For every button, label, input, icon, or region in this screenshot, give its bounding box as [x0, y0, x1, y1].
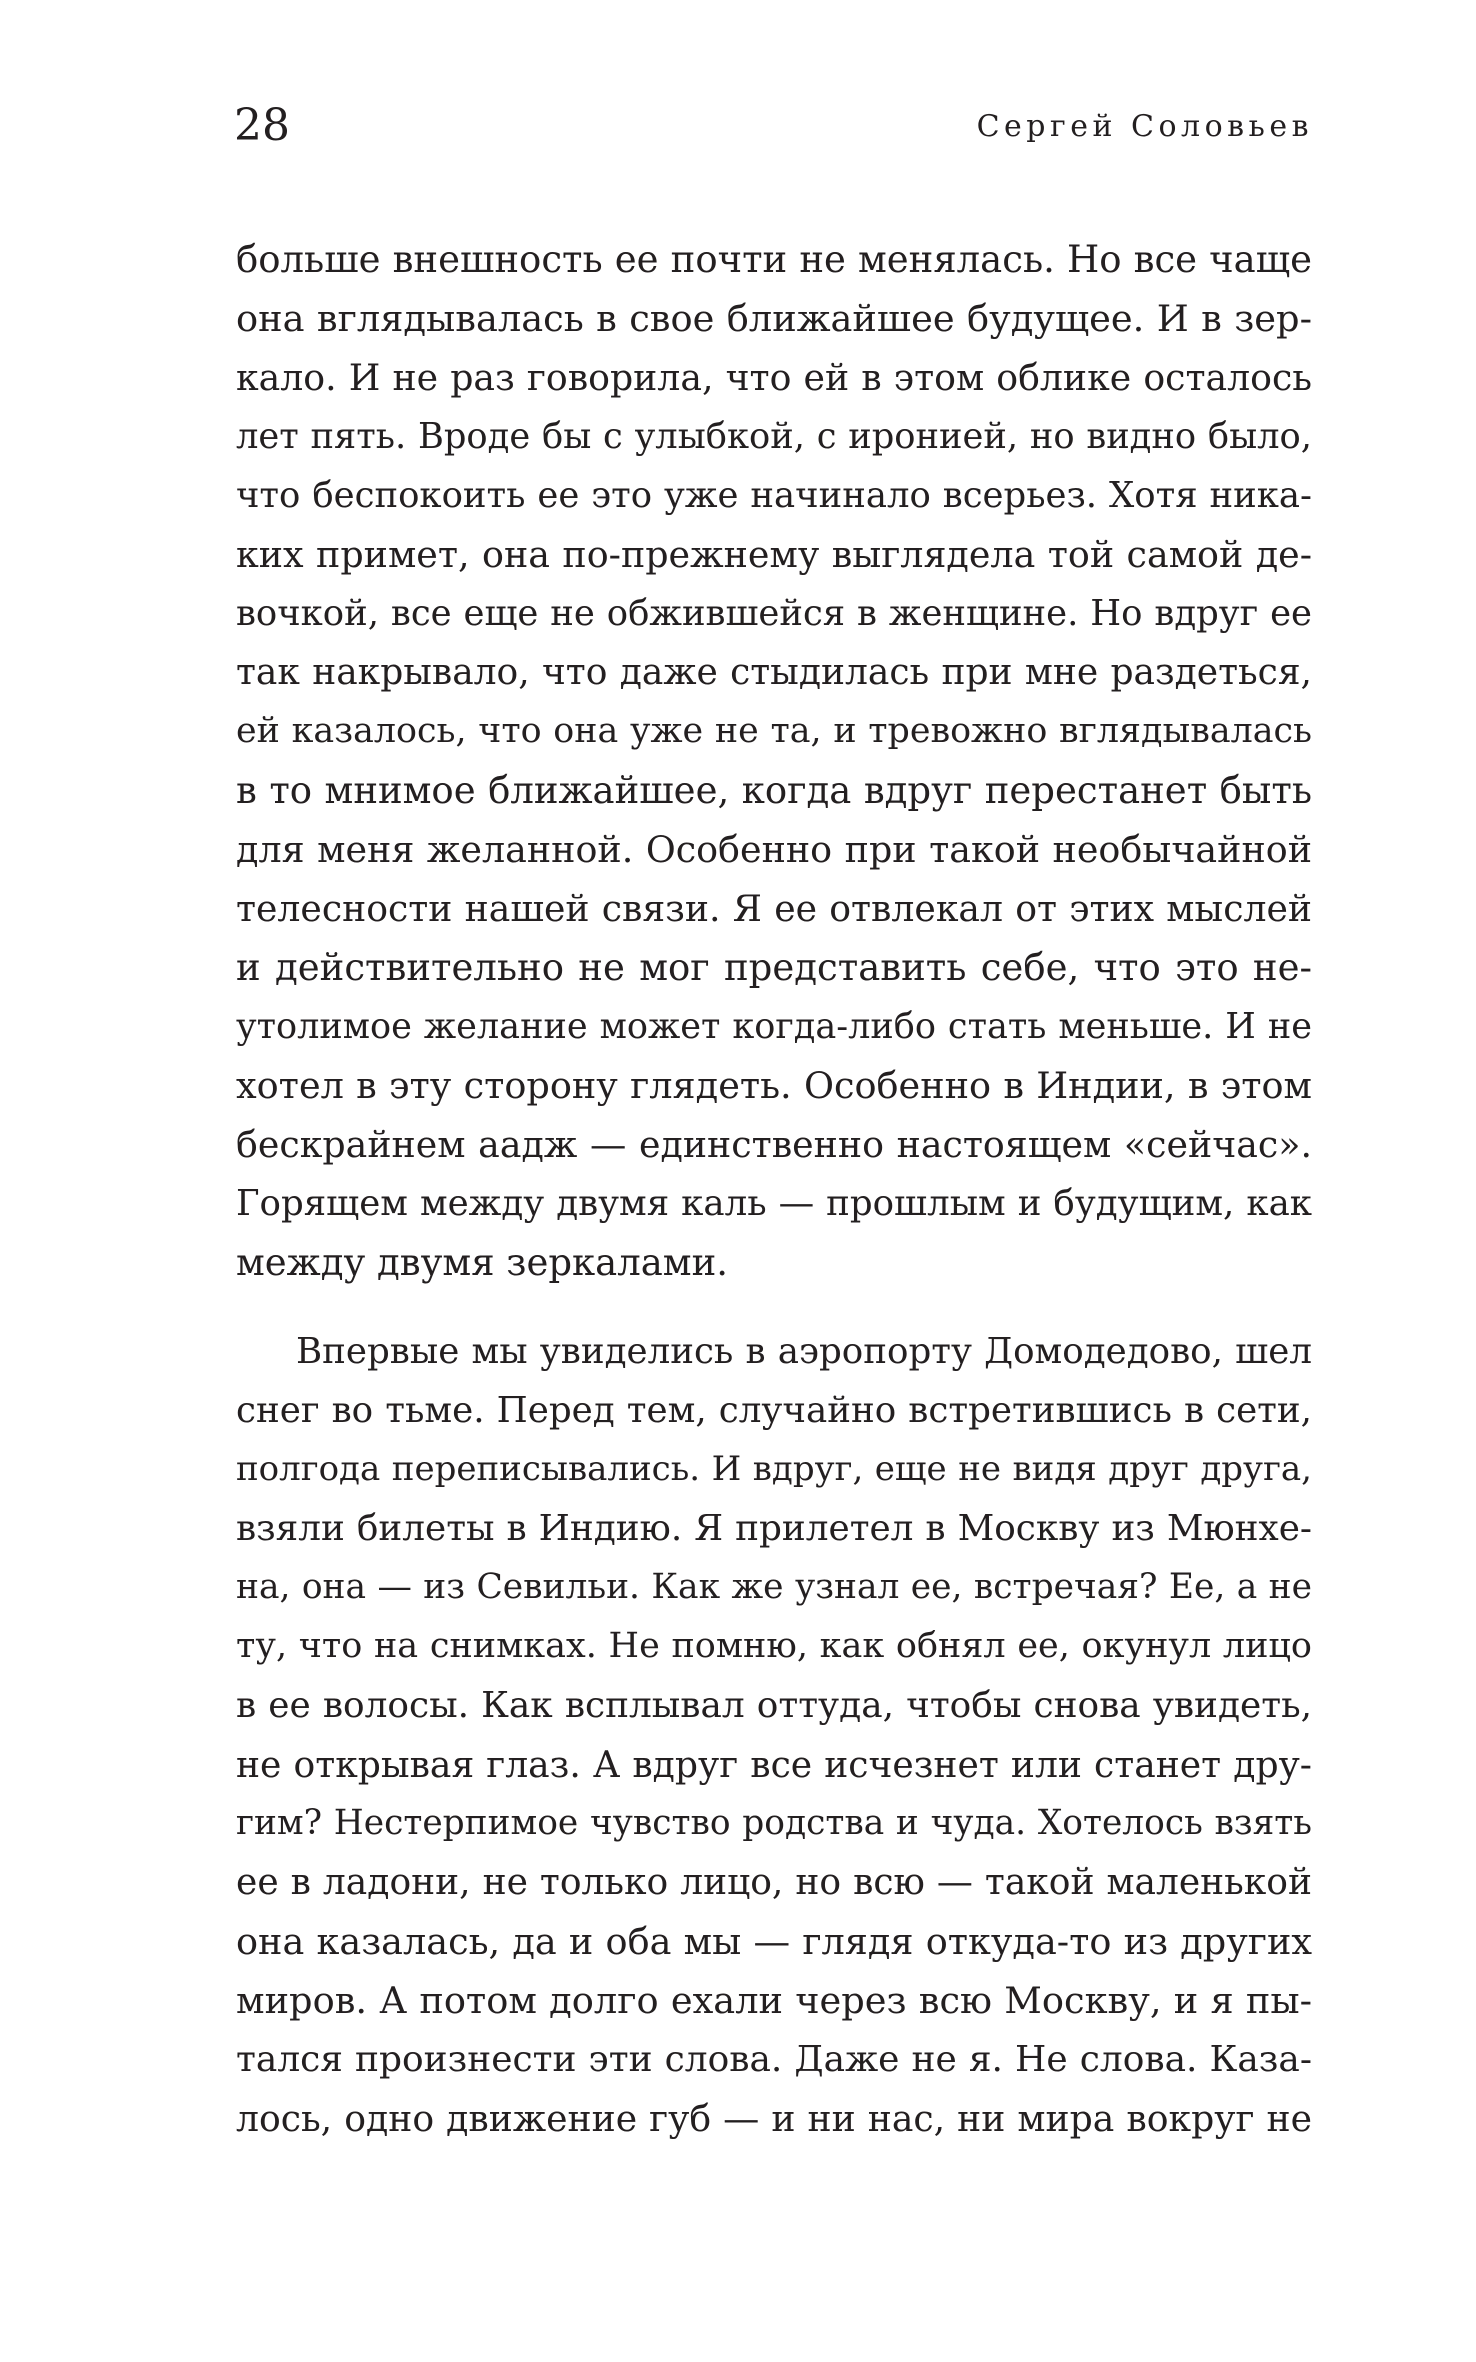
text-line: и действительно не мог представить себе, что это не- — [236, 946, 1312, 989]
text-line: хотел в эту сторону глядеть. Особенно в Индии, в этом — [236, 1064, 1312, 1107]
text-line: Впервые мы увиделись в аэропорту Домодедово, шел — [296, 1331, 1312, 1372]
text-line: так накрывало, что даже стыдилась при мне раздеться, — [236, 652, 1312, 693]
text-line: утолимое желание может когда-либо стать меньше. И не — [236, 1006, 1312, 1047]
page-number: 28 — [234, 100, 290, 151]
text-body — [236, 230, 1312, 2148]
page-header — [234, 96, 1313, 156]
text-line: гим? Нестерпимое чувство родства и чуда. Хотелось взять — [236, 1803, 1312, 1843]
text-line: в то мнимое ближайшее, когда вдруг перестанет быть — [236, 769, 1312, 812]
text-line: для меня желанной. Особенно при такой необычайной — [236, 828, 1312, 871]
text-line: лось, одно движение губ — и ни нас, ни мира вокруг не — [236, 2097, 1312, 2140]
text-line: между двумя зеркалами. — [236, 1241, 729, 1284]
text-line: миров. А потом долго ехали через всю Москву, и я пы- — [236, 1979, 1312, 2022]
text-line: ей казалось, что она уже не та, и тревожно вглядывалась — [236, 711, 1312, 751]
text-line: на, она — из Севильи. Как же узнал ее, встречая? Ее, а не — [236, 1567, 1312, 1607]
text-line: полгода переписывались. И вдруг, еще не видя друг друга, — [236, 1449, 1312, 1489]
text-line: больше внешность ее почти не менялась. Но все чаще — [236, 238, 1312, 281]
text-line: что беспокоить ее это уже начинало всерьез. Хотя никa- — [236, 475, 1312, 516]
text-line: бескрайнем аадж — единственно настоящем «сейчас». — [236, 1123, 1312, 1166]
text-line: не открывая глаз. А вдруг все исчезнет или станет дру- — [236, 1743, 1312, 1786]
text-line: телесности нашей связи. Я ее отвлекал от этих мыслей — [236, 887, 1312, 930]
text-line: ту, что на снимках. Не помню, как обнял ее, окунул лицо — [236, 1626, 1312, 1666]
text-line: в ее волосы. Как всплывал оттуда, чтобы снова увидеть, — [236, 1685, 1312, 1726]
text-line: снег во тьме. Перед тем, случайно встретившись в сети, — [236, 1390, 1312, 1431]
text-line: ких примет, она по-прежнему выглядела той самой де- — [236, 533, 1312, 576]
paragraph-2 — [236, 1322, 1312, 2148]
text-line: она казалась, да и оба мы — глядя откуда-то из других — [236, 1920, 1312, 1963]
running-head-author: Сергей Соловьев — [976, 109, 1313, 144]
paragraph-spacer — [236, 1292, 1312, 1322]
text-line: тался произнести эти слова. Даже не я. Не слова. Каза- — [236, 2039, 1312, 2080]
paragraph-1 — [236, 230, 1312, 1292]
text-line: Горящем между двумя каль — прошлым и будущим, как — [236, 1183, 1312, 1224]
text-line: кало. И не раз говорила, что ей в этом облике осталось — [236, 356, 1312, 399]
text-line: взяли билеты в Индию. Я прилетел в Москву из Мюнхе- — [236, 1508, 1312, 1549]
text-line: ее в ладони, не только лицо, но всю — такой маленькой — [236, 1862, 1312, 1903]
text-line: она вглядывалась в свое ближайшее будущее. И в зер- — [236, 297, 1312, 340]
text-line: вочкой, все еще не обжившейся в женщине. Но вдруг ее — [236, 593, 1312, 634]
text-line: лет пять. Вроде бы с улыбкой, с иронией, но видно было, — [236, 416, 1312, 457]
